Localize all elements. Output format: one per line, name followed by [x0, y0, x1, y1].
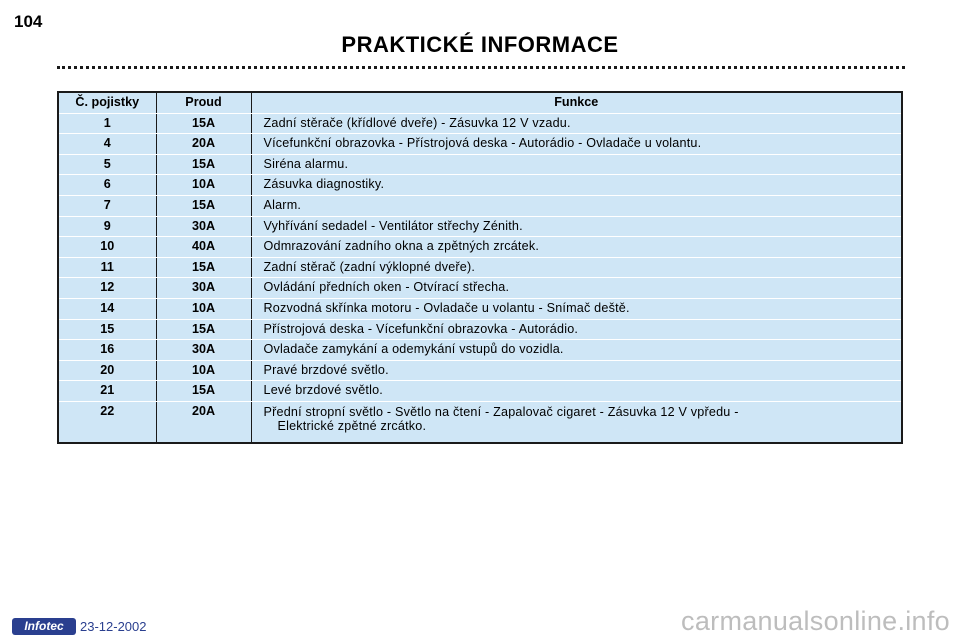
- table-row: [58, 340, 902, 361]
- table-row: [58, 154, 902, 175]
- fuse-function: Pravé brzdové světlo.: [251, 360, 902, 381]
- fuse-number: 6: [58, 175, 156, 196]
- fuse-number: 7: [58, 195, 156, 216]
- table-row: [58, 195, 902, 216]
- fuse-function: Rozvodná skřínka motoru - Ovladače u volantu - Snímač deště.: [251, 298, 902, 319]
- fuse-current: 40A: [156, 237, 251, 258]
- fuse-number: 9: [58, 216, 156, 237]
- fuse-number: 10: [58, 237, 156, 258]
- fuse-current: 30A: [156, 216, 251, 237]
- title-divider: [57, 66, 905, 69]
- fuse-function: Levé brzdové světlo.: [251, 381, 902, 402]
- footer-date: 23-12-2002: [80, 619, 147, 634]
- page-title: PRAKTICKÉ INFORMACE: [341, 32, 619, 57]
- fuse-function: Ovládání předních oken - Otvírací střecha.: [251, 278, 902, 299]
- fuse-function: Alarm.: [251, 195, 902, 216]
- fuse-function: [251, 401, 902, 443]
- fuse-current: 10A: [156, 175, 251, 196]
- fuse-function: Ovladače zamykání a odemykání vstupů do vozidla.: [251, 340, 902, 361]
- fuse-current: 20A: [156, 134, 251, 155]
- fuse-function: Zadní stěrač (zadní výklopné dveře).: [251, 257, 902, 278]
- fuse-number: 20: [58, 360, 156, 381]
- fuse-number: 11: [58, 257, 156, 278]
- table-row: [58, 278, 902, 299]
- fuse-number: 14: [58, 298, 156, 319]
- fuse-number: 12: [58, 278, 156, 299]
- fuse-current: 15A: [156, 319, 251, 340]
- table-row: [58, 360, 902, 381]
- table-row: [58, 216, 902, 237]
- table-row: [58, 175, 902, 196]
- fuse-current: 10A: [156, 360, 251, 381]
- infotec-logo: Infotec: [12, 618, 76, 635]
- table-row: [58, 401, 902, 443]
- fuse-number: 4: [58, 134, 156, 155]
- fuse-function-line1: Přední stropní světlo - Světlo na čtení - Zapalovač cigaret - Zásuvka 12 V vpředu -: [263, 404, 739, 419]
- fuse-function: Siréna alarmu.: [251, 154, 902, 175]
- header-current: Proud: [156, 92, 251, 113]
- table-row: [58, 257, 902, 278]
- fuse-function: Zadní stěrače (křídlové dveře) - Zásuvka 12 V vzadu.: [251, 113, 902, 134]
- fuse-table-body: [58, 113, 902, 401]
- watermark: carmanualsonline.info: [681, 606, 950, 636]
- fuse-function: Zásuvka diagnostiky.: [251, 175, 902, 196]
- fuse-function: Vícefunkční obrazovka - Přístrojová deska - Autorádio - Ovladače u volantu.: [251, 134, 902, 155]
- table-row: [58, 319, 902, 340]
- table-row: [58, 237, 902, 258]
- fuse-current: 15A: [156, 195, 251, 216]
- fuse-current: 10A: [156, 298, 251, 319]
- fuse-number: 21: [58, 381, 156, 402]
- header-fuse-number: Č. pojistky: [58, 92, 156, 113]
- table-row: [58, 113, 902, 134]
- fuse-table: [57, 91, 903, 444]
- fuse-current: 15A: [156, 257, 251, 278]
- fuse-number: 16: [58, 340, 156, 361]
- table-row: [58, 134, 902, 155]
- fuse-function-line2: Elektrické zpětné zrcátko.: [277, 418, 427, 433]
- fuse-function: Přístrojová deska - Vícefunkční obrazovka - Autorádio.: [251, 319, 902, 340]
- fuse-current: 30A: [156, 278, 251, 299]
- table-row: [58, 381, 902, 402]
- fuse-number: 15: [58, 319, 156, 340]
- fuse-function: Odmrazování zadního okna a zpětných zrcátek.: [251, 237, 902, 258]
- fuse-number: 5: [58, 154, 156, 175]
- fuse-function: Vyhřívání sedadel - Ventilátor střechy Zénith.: [251, 216, 902, 237]
- table-header-row: [58, 92, 902, 113]
- fuse-current: 30A: [156, 340, 251, 361]
- fuse-current: 15A: [156, 113, 251, 134]
- table-row: [58, 298, 902, 319]
- fuse-number: 1: [58, 113, 156, 134]
- fuse-current: 15A: [156, 381, 251, 402]
- header-function: Funkce: [251, 92, 902, 113]
- fuse-number: 22: [58, 401, 156, 443]
- fuse-current: 15A: [156, 154, 251, 175]
- fuse-current: 20A: [156, 401, 251, 443]
- page-number: 104: [14, 12, 43, 31]
